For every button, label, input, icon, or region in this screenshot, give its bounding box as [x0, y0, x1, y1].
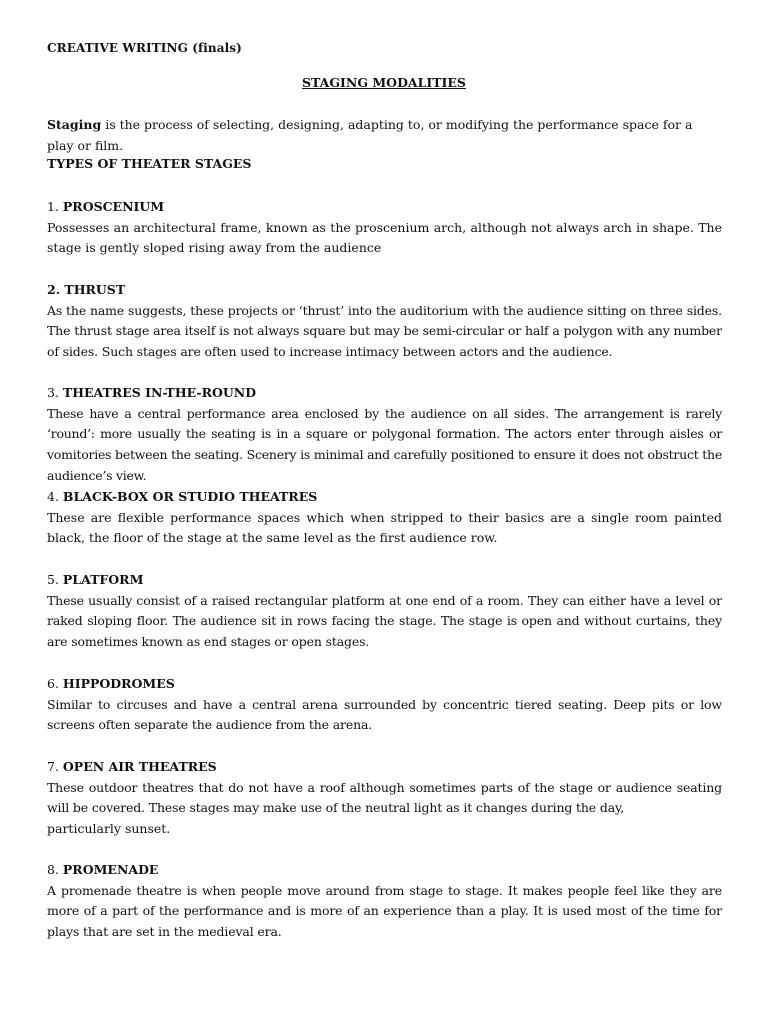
definition-term: Staging [47, 117, 102, 132]
section-number: 8. [47, 862, 63, 877]
section-heading [47, 674, 722, 695]
section-open-air-theatres [47, 757, 722, 840]
section-name: OPEN AIR THEATRES [62, 759, 217, 774]
section-body: These usually consist of a raised rectangular platform at one end of a room. They can either have a level or raked sloping floor. The audience sit in rows facing the stage. The stage is open and without curtains, they are sometimes known as end stages or open stages. [47, 592, 722, 650]
definition-paragraph [47, 115, 722, 156]
section-name: PROSCENIUM [62, 199, 165, 214]
page-title: STAGING MODALITIES [302, 75, 466, 90]
section-black-box [47, 487, 722, 549]
section-name: THEATRES IN-THE-ROUND [62, 385, 257, 400]
section-name: PROMENADE [62, 862, 159, 877]
definition-text: is the process of selecting, designing, adapting to, or modifying the performance space for a play or film. [47, 117, 693, 153]
section-body: These are flexible performance spaces which when stripped to their basics are a single room painted black, the floor of the stage at the same level as the first audience row. [47, 509, 722, 546]
section-name: PLATFORM [62, 572, 144, 587]
section-number: 6. [47, 676, 63, 691]
section-platform [47, 570, 722, 653]
section-body: Possesses an architectural frame, known as the proscenium arch, although not always arch in shape. The stage is gently sloped rising away from the audience [47, 219, 722, 256]
section-thrust [47, 280, 722, 363]
course-header: CREATIVE WRITING (finals) [47, 41, 242, 55]
section-number: 1. [47, 199, 63, 214]
section-theatres-in-the-round [47, 383, 722, 487]
section-name: HIPPODROMES [62, 676, 175, 691]
section-name: THRUST [64, 282, 126, 297]
section-heading [47, 757, 722, 778]
section-heading [47, 197, 722, 218]
section-promenade [47, 860, 722, 943]
section-number: 4. [47, 489, 63, 504]
section-number: 3. [47, 385, 63, 400]
section-heading [47, 860, 722, 881]
section-number: 2. [47, 282, 65, 297]
section-number: 7. [47, 759, 63, 774]
section-body: These have a central performance area enclosed by the audience on all sides. The arrangement is rarely ‘round’: more usually the seating is in a square or polygonal formation. The actors enter through aisles or vomitories between the seating. Scenery is minimal and carefully positioned to ensure it does not obstruct the audience’s view. [47, 405, 722, 483]
section-hippodromes [47, 674, 722, 736]
section-heading [47, 383, 722, 404]
section-body: A promenade theatre is when people move around from stage to stage. It makes people feel like they are more of a part of the performance and is more of an experience than a play. It is used most of the time for plays that are set in the medieval era. [47, 882, 722, 940]
section-heading [47, 280, 722, 301]
section-name: BLACK-BOX OR STUDIO THEATRES [62, 489, 318, 504]
section-body: As the name suggests, these projects or ‘thrust’ into the auditorium with the audience sitting on three sides. The thrust stage area itself is not always square but may be semi-circular or half a polygon with any number of sides. Such stages are often used to increase intimacy between actors and the audience. [47, 302, 722, 360]
section-body-continuation: particularly sunset. [47, 821, 171, 837]
section-number: 5. [47, 572, 63, 587]
types-heading: TYPES OF THEATER STAGES [47, 156, 252, 171]
section-heading [47, 487, 722, 508]
section-body: These outdoor theatres that do not have a roof although sometimes parts of the stage or audience seating will be covered. These stages may make use of the neutral light as it changes during the day, [47, 779, 722, 816]
section-body: Similar to circuses and have a central arena surrounded by concentric tiered seating. Deep pits or low screens often separate the audience from the arena. [47, 696, 722, 733]
section-heading [47, 570, 722, 591]
section-proscenium [47, 197, 722, 259]
